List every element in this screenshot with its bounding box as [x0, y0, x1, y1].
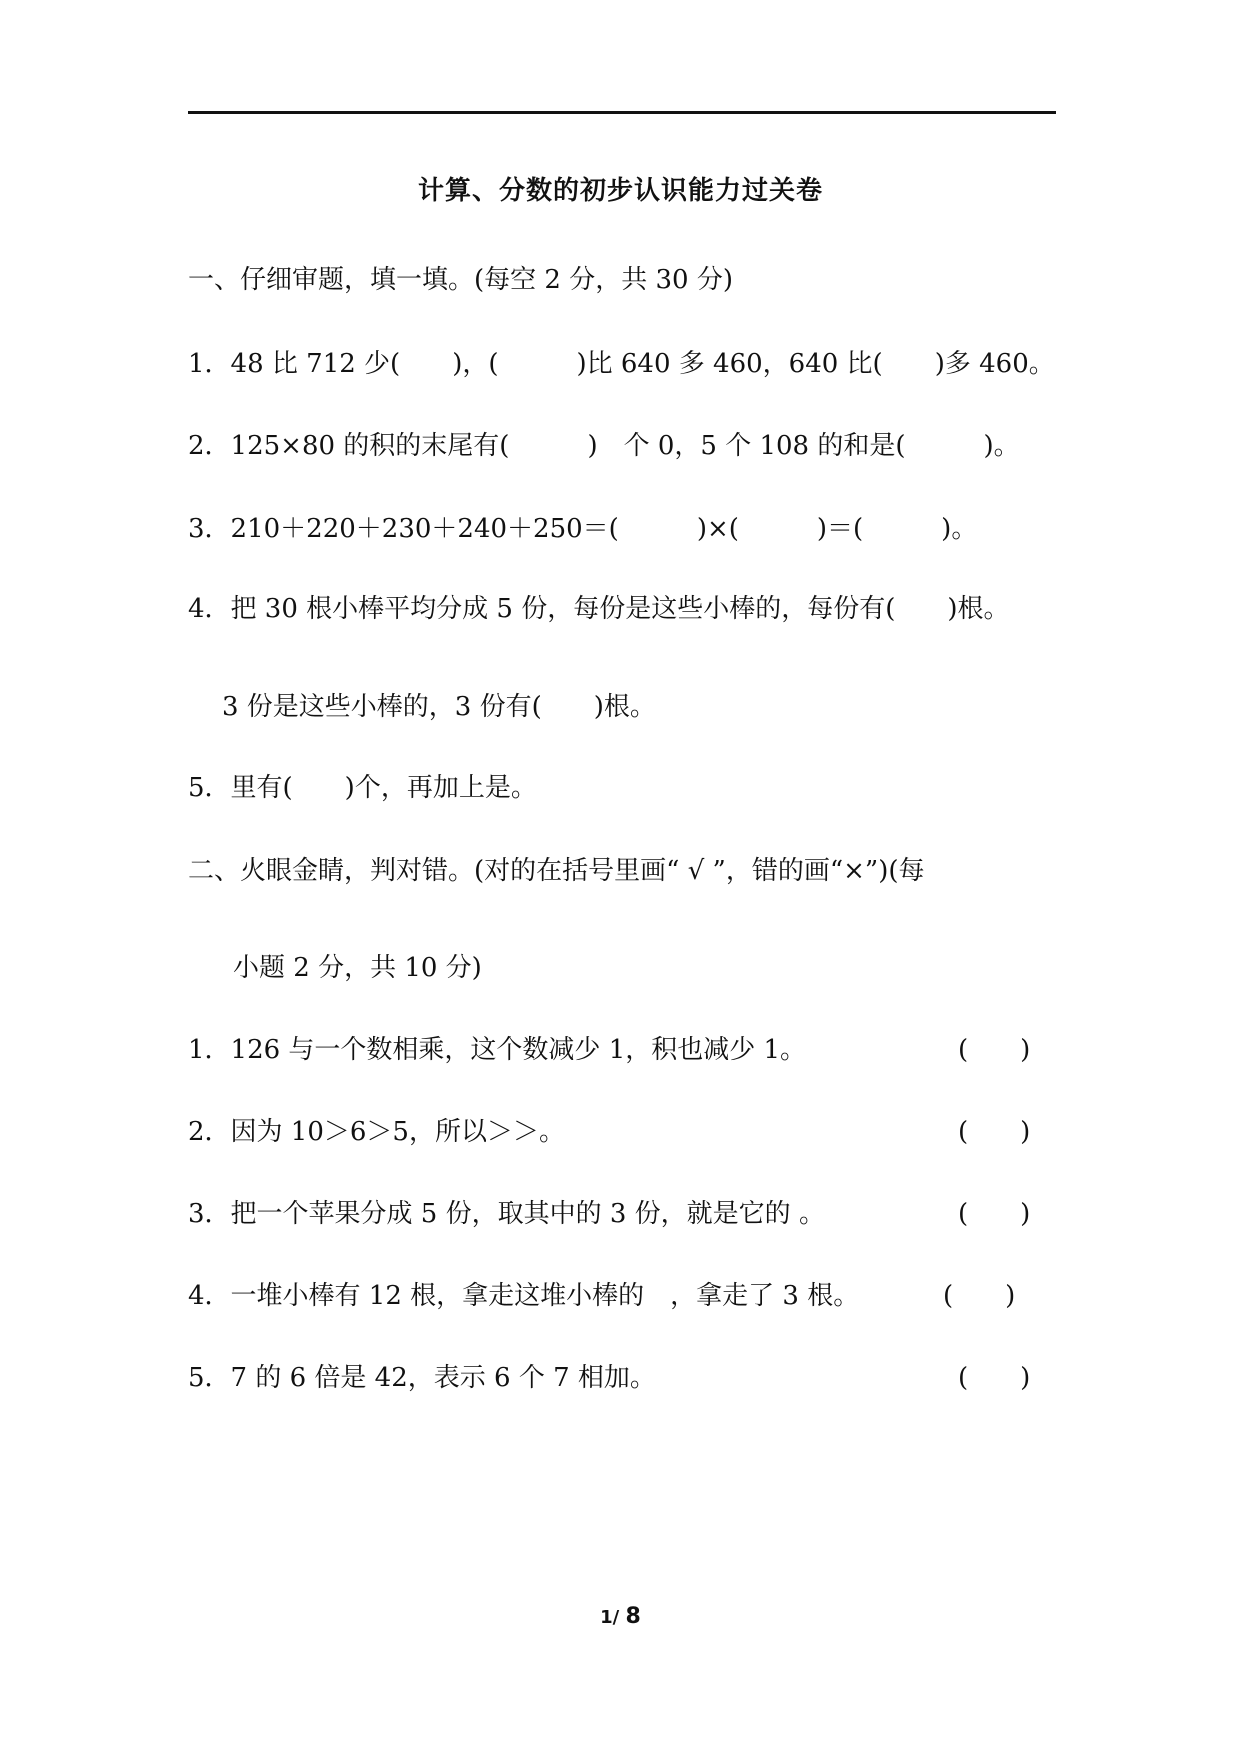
section1-heading: 一、仔细审题，填一填。(每空 2 分，共 30 分) [188, 265, 733, 295]
section2-heading-line2: 小题 2 分，共 10 分) [233, 953, 482, 983]
question-1-1: 1．48 比 712 少( )，( )比 640 多 460，640 比( )多 460。 [188, 349, 1055, 379]
question-1-3: 3．210＋220＋230＋240＋250＝( )×( )＝( )。 [188, 514, 978, 544]
question-1-5: 5．里有( )个，再加上是。 [188, 773, 537, 803]
judge-answer-3[interactable]: ( ) [958, 1199, 1031, 1229]
page-current: 1/ [600, 1607, 620, 1628]
judge-answer-2[interactable]: ( ) [958, 1117, 1031, 1147]
section2-heading-line1: 二、火眼金睛，判对错。(对的在括号里画“ √ ”，错的画“×”)(每 [188, 856, 925, 886]
judge-item-2: 2．因为 10＞6＞5，所以＞＞。 [188, 1117, 565, 1147]
judge-item-5: 5．7 的 6 倍是 42，表示 6 个 7 相加。 [188, 1363, 656, 1393]
page-title: 计算、分数的初步认识能力过关卷 [417, 176, 823, 206]
judge-item-4: 4．一堆小棒有 12 根，拿走这堆小棒的 ，拿走了 3 根。 [188, 1281, 860, 1311]
page-number [0, 1604, 1241, 1629]
judge-answer-1[interactable]: ( ) [958, 1035, 1031, 1065]
header-rule [188, 111, 1056, 114]
question-1-2: 2．125×80 的积的末尾有( ) 个 0，5 个 108 的和是( )。 [188, 431, 1020, 461]
question-1-4-line2: 3 份是这些小棒的，3 份有( )根。 [222, 692, 656, 722]
question-1-4-line1: 4．把 30 根小棒平均分成 5 份，每份是这些小棒的，每份有( )根。 [188, 594, 1010, 624]
judge-answer-5[interactable]: ( ) [958, 1363, 1031, 1393]
page-total: 8 [625, 1604, 641, 1629]
judge-item-3: 3．把一个苹果分成 5 份，取其中的 3 份，就是它的 。 [188, 1199, 825, 1229]
judge-item-1: 1．126 与一个数相乘，这个数减少 1，积也减少 1。 [188, 1035, 807, 1065]
judge-answer-4[interactable]: ( ) [943, 1281, 1016, 1311]
